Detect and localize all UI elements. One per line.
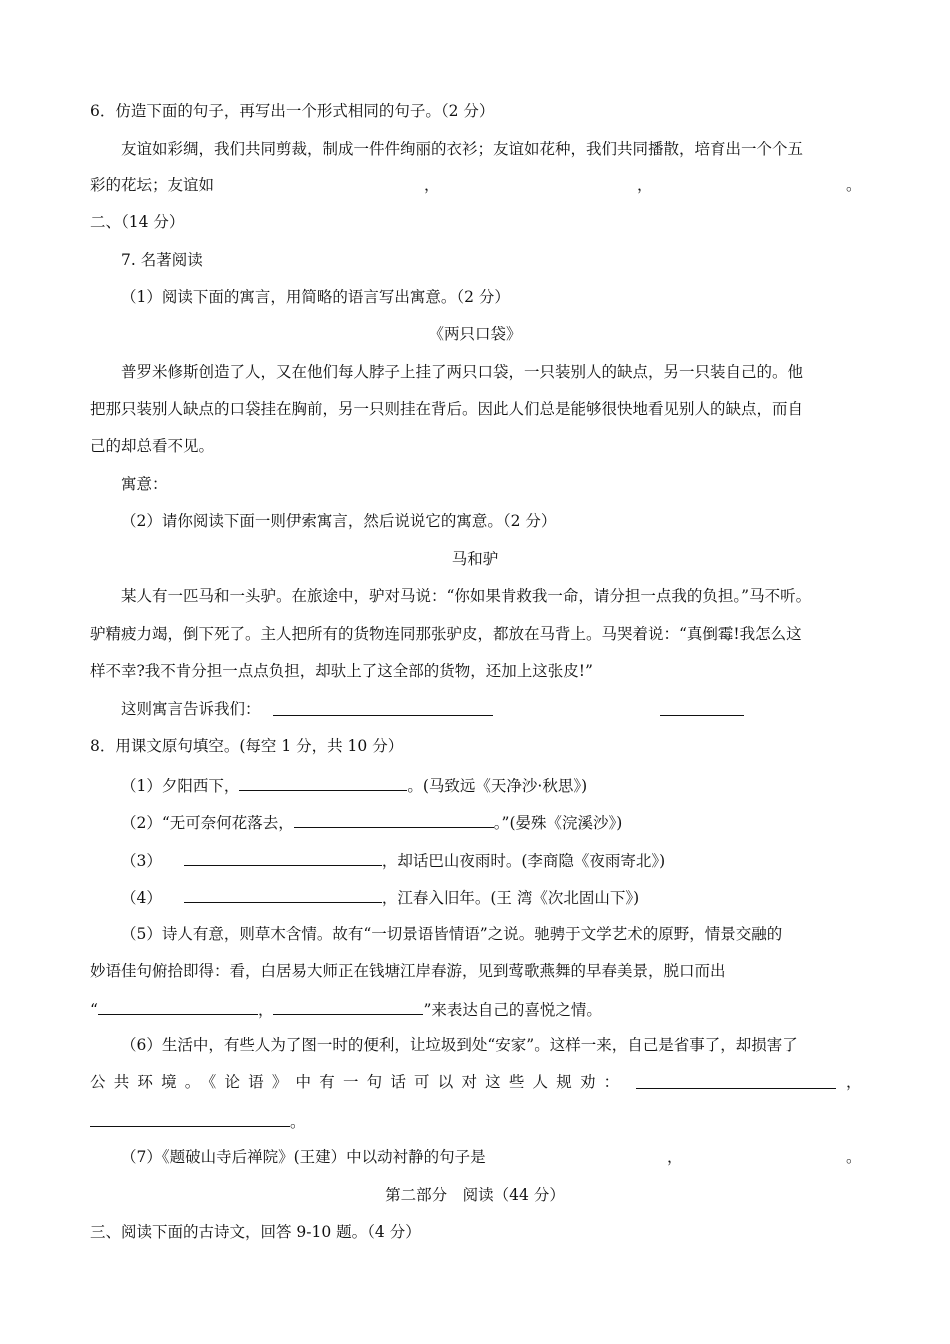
q8-item-6-text: 公共环境。《论语》中有一句话可以对这些人规劝： xyxy=(90,1073,628,1091)
open-quote: “ xyxy=(90,1001,98,1019)
q8-item-4-prefix: （4） xyxy=(121,889,162,907)
q6-end-period: 。 xyxy=(846,176,862,194)
q8-item-3-prefix: （3） xyxy=(121,852,162,870)
q8-item-5-line2: 妙语佳句俯拾即得：看，白居易大师正在钱塘江岸春游，见到莺歌燕舞的早春美景，脱口而出 xyxy=(90,962,726,980)
tells-label: 这则寓言告诉我们： xyxy=(121,700,261,718)
q6-example-line2-start: 彩的花坛；友谊如 xyxy=(90,176,215,194)
fable1-line3: 己的却总看不见。 xyxy=(90,437,215,455)
moral-label: 寓意： xyxy=(121,475,168,493)
q7-sub1: （1）阅读下面的寓言，用简略的语言写出寓意。（2 分） xyxy=(121,288,510,306)
fable2-title: 马和驴 xyxy=(451,550,499,568)
fill-blank[interactable] xyxy=(184,849,382,866)
q8-item-5-line1: （5）诗人有意，则草木含情。故有“一切景语皆情语”之说。驰骋于文学艺术的原野，情景交融的 xyxy=(121,925,783,943)
fable1-line1: 普罗米修斯创造了人，又在他们每人脖子上挂了两只口袋，一只装别人的缺点，另一只装自己的。他 xyxy=(121,363,804,381)
q6-title: 6．仿造下面的句子，再写出一个形式相同的句子。（2 分） xyxy=(90,102,495,120)
period: 。 xyxy=(290,1113,306,1131)
answer-blank-1[interactable] xyxy=(273,699,493,721)
section-2-title: 二、（14 分） xyxy=(90,213,185,231)
fable1-title: 《两只口袋》 xyxy=(428,325,522,343)
fill-blank[interactable] xyxy=(239,774,407,791)
fill-blank[interactable] xyxy=(273,998,423,1015)
q6-comma-1: ， xyxy=(424,176,440,194)
q8-item-2 xyxy=(121,811,622,833)
q6-example-line1: 友谊如彩绸，我们共同剪裁，制成一件件绚丽的衣衫；友谊如花种，我们共同播散，培育出一个个五 xyxy=(121,140,804,158)
q8-item-1-prefix: （1）夕阳西下， xyxy=(121,777,240,795)
q8-item-6-line2 xyxy=(90,1072,627,1092)
fable2-line1: 某人有一匹马和一头驴。在旅途中，驴对马说：“你如果肯救我一命，请分担一点我的负担。”马不听。 xyxy=(121,587,812,605)
q8-item-2-suffix: 。”(晏殊《浣溪沙》) xyxy=(493,814,623,832)
fill-blank[interactable] xyxy=(98,998,258,1015)
q8-item-6-comma: ， xyxy=(846,1073,862,1091)
fable2-line2: 驴精疲力竭，倒下死了。主人把所有的货物连同那张驴皮，都放在马背上。马哭着说：“真倒霉!我怎么这 xyxy=(90,625,802,643)
q8-item-2-prefix: （2）“无可奈何花落去， xyxy=(121,814,294,832)
q8-item-5-suffix: ”来表达自己的喜悦之情。 xyxy=(423,1001,602,1019)
fill-blank[interactable] xyxy=(294,811,494,828)
q8-item-6-line3 xyxy=(90,1110,306,1132)
fill-blank[interactable] xyxy=(184,886,382,903)
fable1-line2: 把那只装别人缺点的口袋挂在胸前，另一只则挂在背后。因此人们总是能够很快地看见别人的缺点，而自 xyxy=(90,400,804,418)
q8-item-7-period: 。 xyxy=(846,1148,862,1166)
q8-item-1 xyxy=(121,774,587,796)
q8-title: 8．用课文原句填空。(每空 1 分，共 10 分） xyxy=(90,737,404,755)
fable2-line3: 样不幸?我不肯分担一点点负担，却驮上了这全部的货物，还加上这张皮!” xyxy=(90,662,593,680)
q8-item-4 xyxy=(121,886,639,908)
q8-item-1-suffix: 。(马致远《天净沙·秋思》) xyxy=(407,777,588,795)
fill-blank[interactable] xyxy=(90,1110,290,1127)
section-3-title: 三、阅读下面的古诗文，回答 9-10 题。（4 分） xyxy=(90,1223,421,1241)
q8-item-4-suffix: ，江春入旧年。(王 湾《次北固山下》) xyxy=(381,889,640,907)
q7-sub2: （2）请你阅读下面一则伊索寓言，然后说说它的寓意。（2 分） xyxy=(121,512,557,530)
q8-item-7: （7）《题破山寺后禅院》(王建）中以动衬静的句子是 xyxy=(121,1148,486,1166)
q7-title: 7. 名著阅读 xyxy=(121,251,203,269)
q8-item-7-comma: ， xyxy=(667,1148,683,1166)
q8-item-3-suffix: ，却话巴山夜雨时。(李商隐《夜雨寄北》) xyxy=(381,852,666,870)
q8-item-3 xyxy=(121,849,665,871)
q8-item-5-line3 xyxy=(90,998,602,1020)
q8-item-6-line1: （6）生活中，有些人为了图一时的便利，让垃圾到处“安家”。这样一来，自己是省事了，却损害了 xyxy=(121,1036,798,1054)
fill-blank[interactable] xyxy=(636,1072,836,1094)
q6-comma-2: ， xyxy=(637,176,653,194)
comma: ， xyxy=(257,1001,274,1019)
part-2-title: 第二部分 阅读（44 分） xyxy=(385,1186,565,1204)
answer-blank-2[interactable] xyxy=(660,699,744,721)
